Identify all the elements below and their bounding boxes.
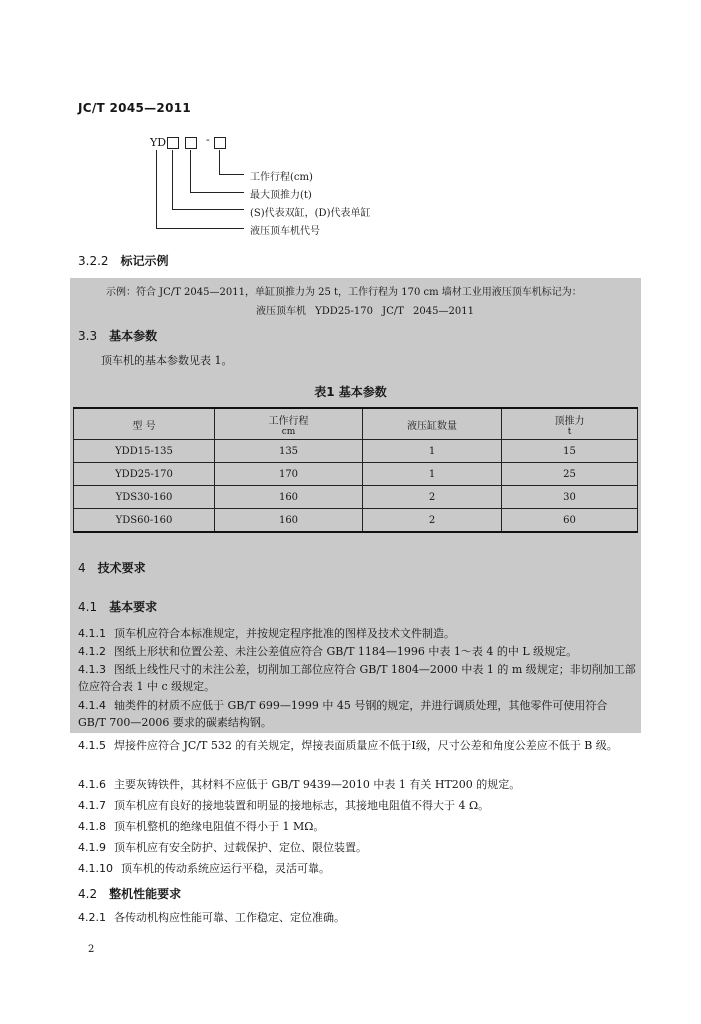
header-model: 型 号 bbox=[74, 408, 215, 440]
cell-force: 30 bbox=[502, 486, 638, 509]
intro-text: 顶车机的基本参数见表 1。 bbox=[101, 354, 233, 367]
requirement-4-1-1: 4.1.1 顶车机应符合本标准规定，并按规定程序批准的图样及技术文件制造。 bbox=[78, 627, 455, 640]
requirement-4-1-3: 4.1.3 图纸上线性尺寸的未注公差，切削加工部位应符合 GB/T 1804—2000 中表 1 的 m 级规定；非切削加工部位应符合表 1 中 c 级规定。 bbox=[78, 663, 636, 693]
label-stroke: 工作行程(cm) bbox=[250, 172, 313, 183]
requirement-4-1-6: 4.1.6 主要灰铸铁件，其材料不应低于 GB/T 9439—2010 中表 1 有关 HT200 的规定。 bbox=[78, 778, 521, 791]
leader-line-prefix bbox=[156, 150, 157, 228]
requirement-4-1-9: 4.1.9 顶车机应有安全防护、过载保护、定位、限位装置。 bbox=[78, 841, 367, 854]
marking-box-type bbox=[167, 137, 179, 149]
page-number: 2 bbox=[88, 944, 95, 955]
table-header-row bbox=[74, 408, 638, 440]
table-row bbox=[74, 463, 638, 486]
leader-line-type bbox=[172, 150, 173, 209]
cell-model: YDS30-160 bbox=[74, 486, 215, 509]
table-title: 表1 基本参数 bbox=[314, 385, 387, 399]
section-4-1: 4.1 基本要求 bbox=[78, 600, 158, 614]
cell-model: YDS60-160 bbox=[74, 509, 215, 533]
cell-cylinders: 1 bbox=[363, 440, 502, 463]
header-force: 顶推力 t bbox=[502, 408, 638, 440]
requirement-4-1-5: 4.1.5 焊接件应符合 JC/T 532 的有关规定，焊接表面质量应不低于Ⅰ级，尺寸公差和角度公差应不低于 B 级。 bbox=[78, 739, 618, 752]
requirement-4-1-7: 4.1.7 顶车机应有良好的接地装置和明显的接地标志，其接地电阻值不得大于 4 Ω。 bbox=[78, 799, 490, 812]
section-4: 4 技术要求 bbox=[78, 561, 146, 575]
label-max-force: 最大顶推力(t) bbox=[250, 190, 312, 201]
requirement-4-1-10: 4.1.10 顶车机的传动系统应运行平稳，灵活可靠。 bbox=[78, 862, 330, 875]
leader-line-force bbox=[190, 150, 191, 192]
section-4-2: 4.2 整机性能要求 bbox=[78, 887, 182, 901]
section-3-3: 3.3 基本参数 bbox=[78, 329, 158, 343]
cell-stroke: 160 bbox=[215, 509, 363, 533]
table-row bbox=[74, 486, 638, 509]
example-line-1: 示例：符合 JC/T 2045—2011，单缸顶推力为 25 t，工作行程为 170 cm 墙材工业用液压顶车机标记为： bbox=[106, 287, 582, 298]
cell-stroke: 170 bbox=[215, 463, 363, 486]
marking-dash: - bbox=[206, 133, 210, 146]
header-cylinders: 液压缸数量 bbox=[363, 408, 502, 440]
header-stroke: 工作行程 cm bbox=[215, 408, 363, 440]
table-row bbox=[74, 509, 638, 533]
cell-stroke: 160 bbox=[215, 486, 363, 509]
example-line-2: 液压顶车机 YDD25-170 JC/T 2045—2011 bbox=[256, 306, 474, 317]
cell-force: 25 bbox=[502, 463, 638, 486]
label-cylinder-type: (S)代表双缸，(D)代表单缸 bbox=[250, 208, 371, 219]
cell-model: YDD15-135 bbox=[74, 440, 215, 463]
section-3-2-2: 3.2.2 标记示例 bbox=[78, 254, 169, 268]
cell-force: 60 bbox=[502, 509, 638, 533]
parameter-table bbox=[73, 407, 638, 533]
marking-prefix: YD bbox=[150, 136, 167, 149]
marking-box-force bbox=[185, 137, 197, 149]
marking-box-stroke bbox=[214, 137, 226, 149]
leader-line-stroke bbox=[219, 150, 220, 174]
requirement-4-1-8: 4.1.8 顶车机整机的绝缘电阻值不得小于 1 MΩ。 bbox=[78, 820, 325, 833]
cell-force: 15 bbox=[502, 440, 638, 463]
requirement-4-1-2: 4.1.2 图纸上形状和位置公差、未注公差值应符合 GB/T 1184—1996 中表 1～表 4 的中 L 级规定。 bbox=[78, 645, 578, 658]
label-product-code: 液压顶车机代号 bbox=[250, 226, 320, 237]
cell-model: YDD25-170 bbox=[74, 463, 215, 486]
document-code: JC/T 2045—2011 bbox=[78, 101, 192, 115]
table-row bbox=[74, 440, 638, 463]
requirement-4-2-1: 4.2.1 各传动机构应性能可靠、工作稳定、定位准确。 bbox=[78, 911, 345, 924]
requirement-4-1-4: 4.1.4 轴类件的材质不应低于 GB/T 699—1999 中 45 号钢的规定，并进行调质处理，其他零件可使用符合 GB/T 700—2006 要求的碳素结构钢。 bbox=[78, 699, 608, 729]
cell-cylinders: 2 bbox=[363, 486, 502, 509]
cell-stroke: 135 bbox=[215, 440, 363, 463]
cell-cylinders: 2 bbox=[363, 509, 502, 533]
cell-cylinders: 1 bbox=[363, 463, 502, 486]
